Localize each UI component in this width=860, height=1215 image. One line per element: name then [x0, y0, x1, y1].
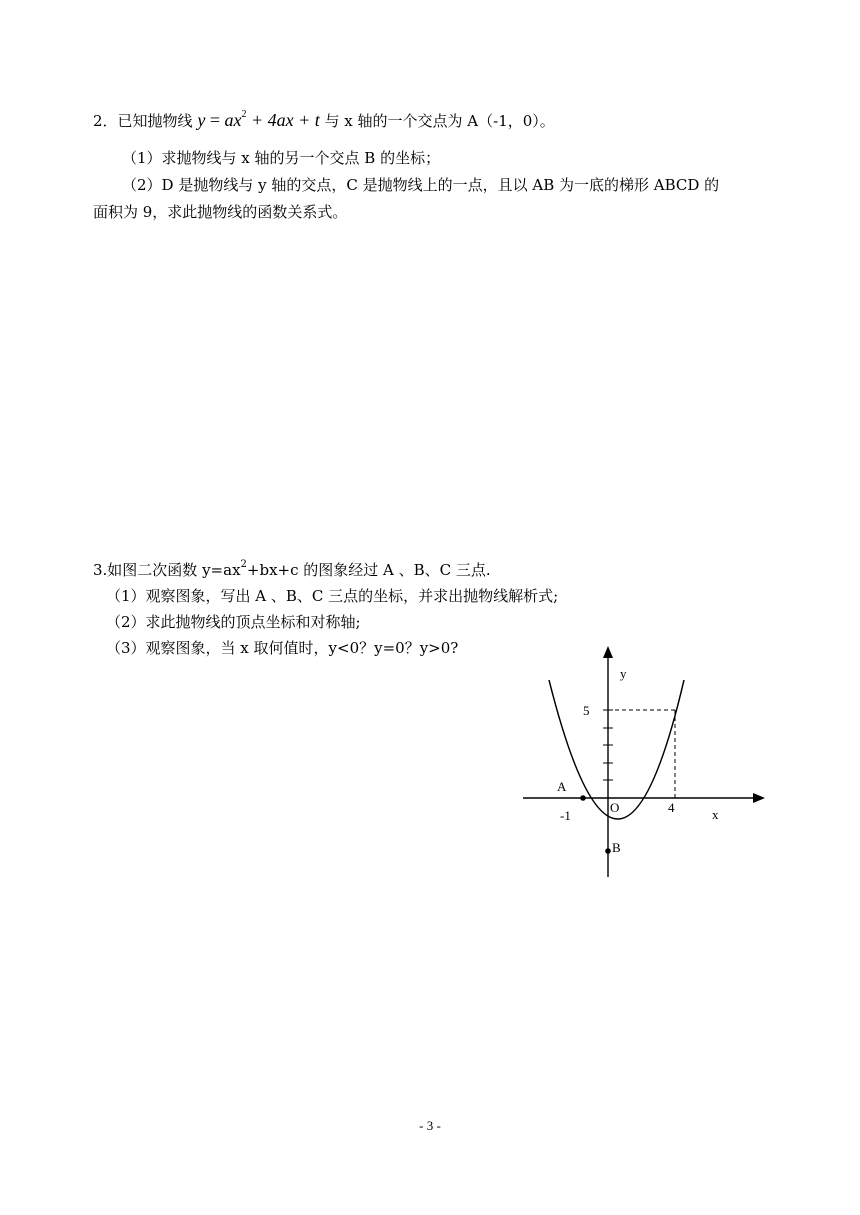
parabola-formula	[197, 110, 319, 130]
page-number: - 3 -	[419, 1118, 441, 1133]
y-axis-arrow-icon	[603, 646, 613, 658]
point-A-label: A	[557, 779, 567, 794]
problem2-suffix: 与 x 轴的一个交点为 A（-1，0）。	[319, 112, 555, 130]
problem3-intro-b: +bx+c 的图象经过 A 、B、C 三点.	[246, 561, 491, 579]
tick-label-xneg1: -1	[560, 808, 571, 823]
tick-label-x4: 4	[668, 800, 675, 815]
point-B-label: B	[612, 840, 621, 855]
problem3-question3: （3）观察图象，当 x 取何值时，y<0？y=0？y>0?	[106, 639, 459, 657]
formula-y: y	[197, 110, 206, 130]
problem3-intro-a: 3.如图二次函数 y=ax	[93, 561, 241, 579]
origin-label: O	[610, 800, 620, 815]
point-B	[605, 848, 611, 854]
formula-equals: =	[205, 110, 225, 130]
problem2-question2-line1: （2）D 是抛物线与 y 轴的交点，C 是抛物线上的一点，且以 AB 为一底的梯形 ABCD 的	[122, 176, 720, 194]
problem3-stem	[93, 560, 491, 580]
problem2-question2-line2: 面积为 9，求此抛物线的函数关系式。	[93, 203, 348, 221]
problem2-prefix: 2．已知抛物线	[93, 112, 198, 130]
problem2-question1: （1）求抛物线与 x 轴的另一个交点 B 的坐标；	[122, 149, 441, 167]
y-axis-label: y	[620, 666, 627, 681]
x-axis-arrow-icon	[753, 793, 765, 803]
point-A	[580, 795, 586, 801]
tick-label-y5: 5	[583, 703, 590, 718]
problem3-exponent: 2	[240, 559, 247, 570]
formula-exponent: 2	[241, 109, 247, 120]
x-axis-label: x	[712, 807, 719, 822]
problem3-question2: （2）求此抛物线的顶点坐标和对称轴;	[106, 613, 361, 631]
problem3-question1: （1）观察图象，写出 A 、B、C 三点的坐标，并求出抛物线解析式;	[106, 587, 559, 605]
parabola-graph	[515, 640, 775, 885]
problem2-stem	[93, 110, 555, 131]
formula-rest: + 4ax + t	[246, 110, 320, 130]
formula-ax: ax	[224, 110, 242, 130]
